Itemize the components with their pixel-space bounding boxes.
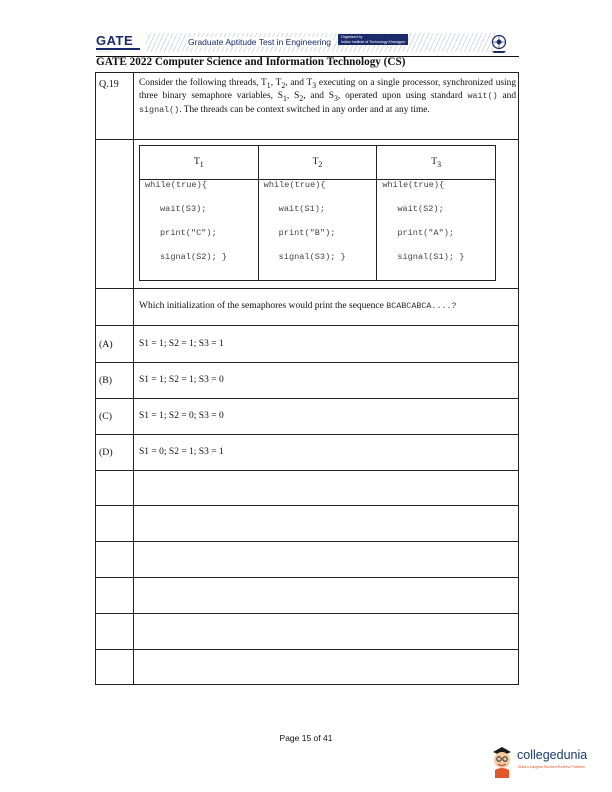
row-divider — [95, 362, 519, 363]
logo-tagline-mark: · · · · · · · · · — [96, 49, 115, 54]
option-label-a: (A) — [99, 339, 113, 350]
question-prompt: Which initialization of the semaphores would print the sequence BCABCABCA....? — [139, 301, 457, 311]
thread-code-t2: while(true){ wait(S1); print("B"); signal(S3); } — [258, 180, 377, 281]
option-label-b: (B) — [99, 375, 113, 386]
row-divider — [95, 505, 519, 506]
label-column-divider — [133, 72, 134, 685]
row-divider — [95, 139, 519, 140]
question-number: Q.19 — [99, 79, 119, 90]
row-divider — [95, 434, 519, 435]
row-divider — [95, 541, 519, 542]
option-text-d: S1 = 0; S2 = 1; S3 = 1 — [139, 447, 224, 457]
thread-code-t1: while(true){ wait(S3); print("C"); signal(S2); } — [140, 180, 259, 281]
signal-keyword: signal() — [139, 104, 180, 115]
thread-code-t3: while(true){ wait(S2); print("A"); signal(S1); } — [377, 180, 496, 281]
iit-emblem-icon — [488, 34, 510, 54]
option-label-d: (D) — [99, 447, 113, 458]
thread-header-t2: $T_2$ — [258, 146, 377, 180]
row-divider — [95, 470, 519, 471]
row-divider — [95, 649, 519, 650]
brand-name: collegedunia — [517, 748, 588, 762]
organiser-line-2: Indian Institute of Technology Kharagpur — [341, 39, 406, 44]
header-banner — [146, 33, 496, 52]
brand-tagline: India's Largest Student Review Platform — [518, 765, 586, 769]
row-divider — [95, 398, 519, 399]
question-stem: Consider the following threads, $T_1$, $T_2$, and $T_3$ executing on a single processor, synchronized using three binary semaphore variables, $S_1$, $S_2$, and $S_3$, operated upon using standard wait() and signal(). The threads can be context switched in any order and at any time. — [139, 78, 517, 115]
organiser-line-1: Organised by — [341, 35, 363, 39]
banner-title: Graduate Aptitude Test in Engineering — [188, 37, 332, 47]
mascot-icon — [487, 742, 517, 778]
row-divider — [95, 613, 519, 614]
gate-logo-text: GATE — [96, 33, 134, 48]
row-divider — [95, 577, 519, 578]
document-title: GATE 2022 Computer Science and Information Technology (CS) — [96, 56, 406, 68]
threads-table — [139, 145, 496, 281]
row-divider — [95, 325, 519, 326]
option-text-b: S1 = 1; S2 = 1; S3 = 0 — [139, 375, 224, 385]
wait-keyword: wait() — [467, 91, 498, 102]
organiser-badge — [338, 34, 408, 45]
page-number: Page 15 of 41 — [279, 733, 333, 743]
row-divider — [95, 288, 519, 289]
option-text-a: S1 = 1; S2 = 1; S3 = 1 — [139, 339, 224, 349]
collegedunia-logo — [487, 742, 607, 782]
thread-header-t3: $T_3$ — [377, 146, 496, 180]
thread-header-t1: $T_1$ — [140, 146, 259, 180]
target-sequence: BCABCABCA....? — [386, 301, 457, 311]
gate-logo — [96, 33, 146, 55]
option-text-c: S1 = 1; S2 = 0; S3 = 0 — [139, 411, 224, 421]
option-label-c: (C) — [99, 411, 113, 422]
